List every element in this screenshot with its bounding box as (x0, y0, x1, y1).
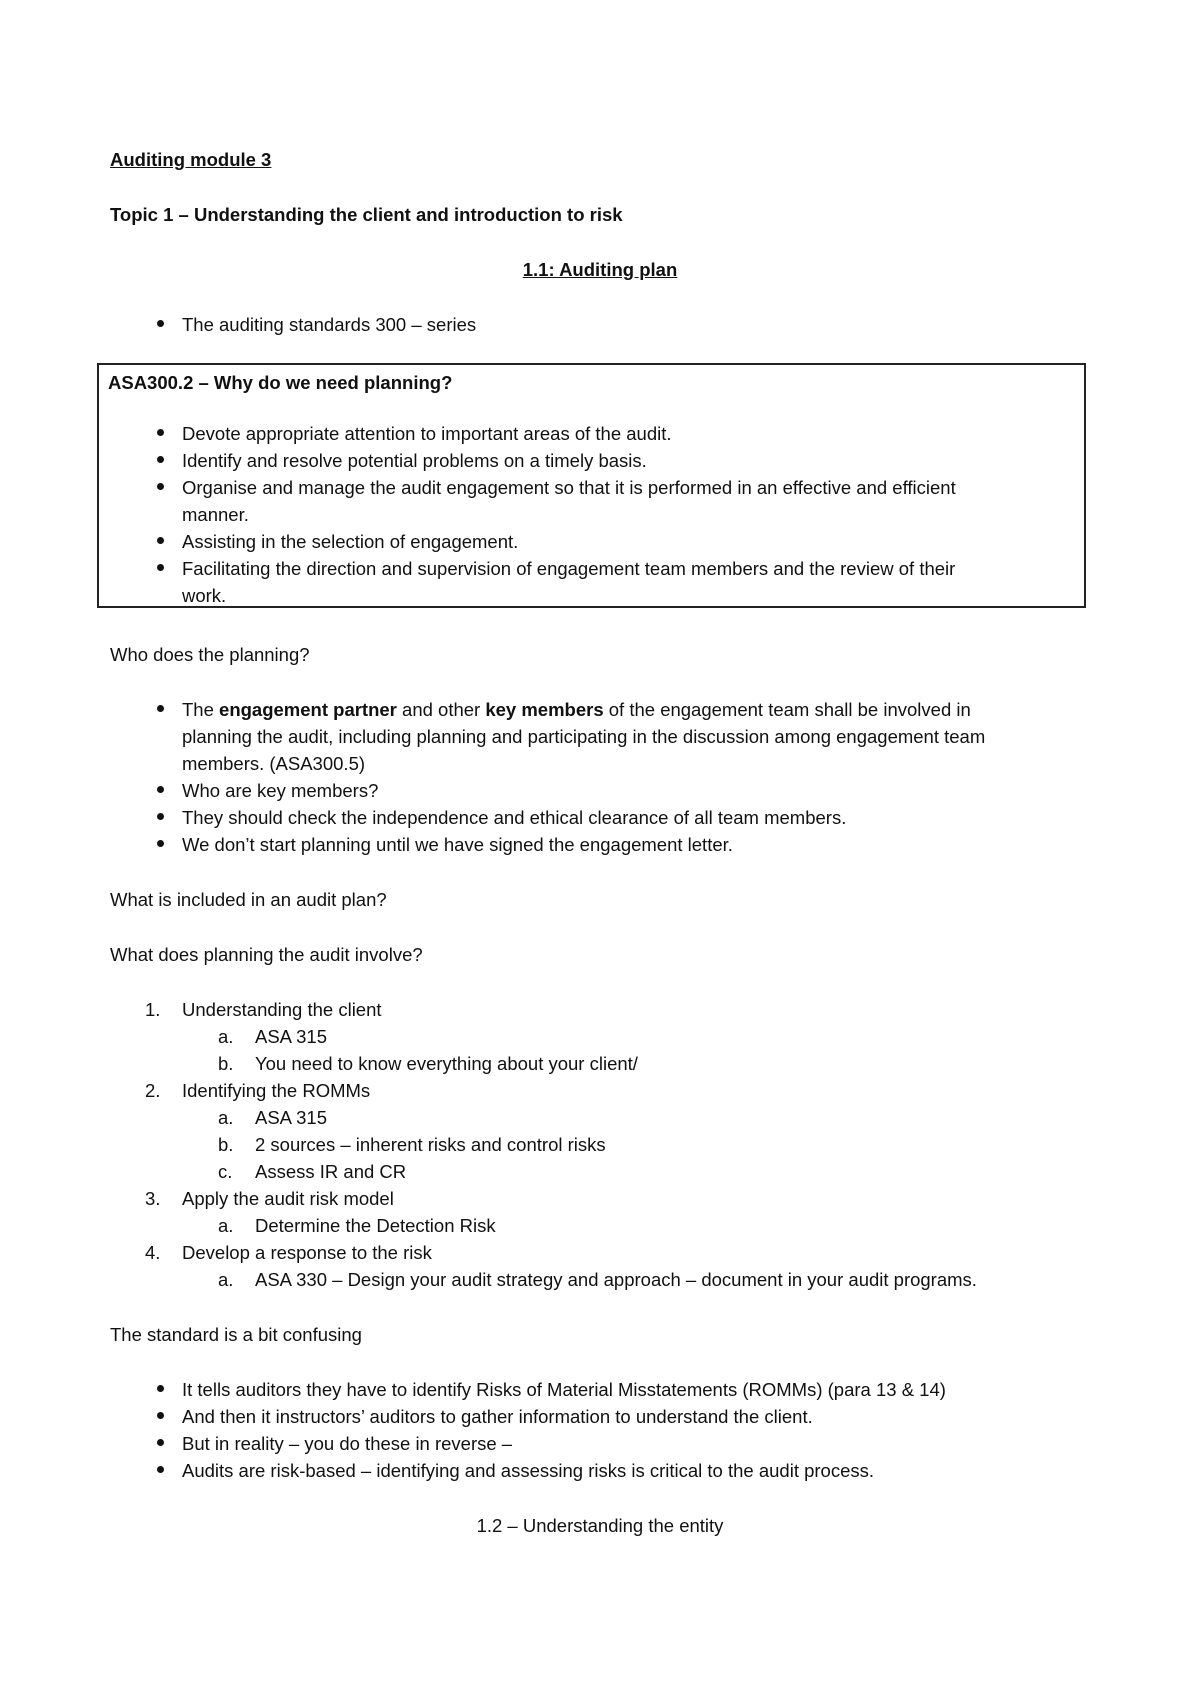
bullet-icon (157, 537, 164, 544)
who-item-2: Who are key members? (182, 780, 379, 801)
bullet-icon (157, 564, 164, 571)
substep-letter: a. (218, 1215, 234, 1236)
step-number: 3. (145, 1188, 161, 1209)
substep-text: ASA 315 (255, 1107, 328, 1128)
substep-text: You need to know everything about your client/ (255, 1053, 638, 1074)
bullet-icon (157, 1412, 164, 1419)
planning-item-continued: work. (182, 585, 227, 606)
standard-item: And then it instructors’ auditors to gather information to understand the client. (182, 1406, 813, 1427)
module-heading: Auditing module 3 (110, 149, 272, 170)
bullet-icon (157, 429, 164, 436)
topic-heading: Topic 1 – Understanding the client and introduction to risk (110, 204, 623, 225)
substep-letter: b. (218, 1053, 234, 1074)
bullet-icon (157, 456, 164, 463)
substep-text: ASA 330 – Design your audit strategy and approach – document in your audit programs. (255, 1269, 977, 1290)
bullet-icon (157, 483, 164, 490)
who-item-1-continued: members. (ASA300.5) (182, 753, 366, 774)
substep-letter: a. (218, 1026, 234, 1047)
substep-text: Determine the Detection Risk (255, 1215, 496, 1236)
substep-letter: a. (218, 1107, 234, 1128)
planning-item: Devote appropriate attention to important areas of the audit. (182, 423, 672, 444)
planning-item-continued: manner. (182, 504, 249, 525)
bullet-icon (157, 840, 164, 847)
substep-letter: b. (218, 1134, 234, 1155)
substep-text: 2 sources – inherent risks and control risks (255, 1134, 606, 1155)
planning-item: Facilitating the direction and supervision of engagement team members and the review of their (182, 558, 956, 579)
standard-item: But in reality – you do these in reverse – (182, 1433, 513, 1454)
planning-item: Identify and resolve potential problems on a timely basis. (182, 450, 647, 471)
substep-letter: a. (218, 1269, 234, 1290)
who-heading: Who does the planning? (110, 644, 310, 665)
step-text: Develop a response to the risk (182, 1242, 432, 1263)
who-item-1-continued: planning the audit, including planning and participating in the discussion among engagement team (182, 726, 986, 747)
bullet-icon (157, 786, 164, 793)
bullet-icon (157, 705, 164, 712)
step-text: Apply the audit risk model (182, 1188, 394, 1209)
step-number: 1. (145, 999, 161, 1020)
step-text: Identifying the ROMMs (182, 1080, 371, 1101)
step-text: Understanding the client (182, 999, 382, 1020)
bullet-icon (157, 320, 164, 327)
bullet-icon (157, 1466, 164, 1473)
section-1-2-heading: 1.2 – Understanding the entity (476, 1515, 724, 1536)
who-item-4: We don’t start planning until we have signed the engagement letter. (182, 834, 733, 855)
section-1-1-heading: 1.1: Auditing plan (522, 259, 678, 280)
bullet-icon (157, 1439, 164, 1446)
standard-heading: The standard is a bit confusing (110, 1324, 362, 1345)
substep-text: Assess IR and CR (255, 1161, 407, 1182)
question-involve: What does planning the audit involve? (110, 944, 423, 965)
standard-item: It tells auditors they have to identify Risks of Material Misstatements (ROMMs) (para 13 & 14) (182, 1379, 946, 1400)
who-item-3: They should check the independence and ethical clearance of all team members. (182, 807, 847, 828)
bullet-icon (157, 813, 164, 820)
who-item-1: The engagement partner and other key members of the engagement team shall be involved in (182, 699, 971, 720)
step-number: 2. (145, 1080, 161, 1101)
planning-item: Organise and manage the audit engagement so that it is performed in an effective and efficient (182, 477, 956, 498)
standards-bullet-text: The auditing standards 300 – series (182, 314, 477, 335)
step-number: 4. (145, 1242, 161, 1263)
planning-box-title: ASA300.2 – Why do we need planning? (108, 372, 453, 393)
bullet-icon (157, 1385, 164, 1392)
substep-letter: c. (218, 1161, 233, 1182)
question-included: What is included in an audit plan? (110, 889, 387, 910)
substep-text: ASA 315 (255, 1026, 328, 1047)
standard-item: Audits are risk-based – identifying and assessing risks is critical to the audit process. (182, 1460, 875, 1481)
planning-item: Assisting in the selection of engagement. (182, 531, 519, 552)
